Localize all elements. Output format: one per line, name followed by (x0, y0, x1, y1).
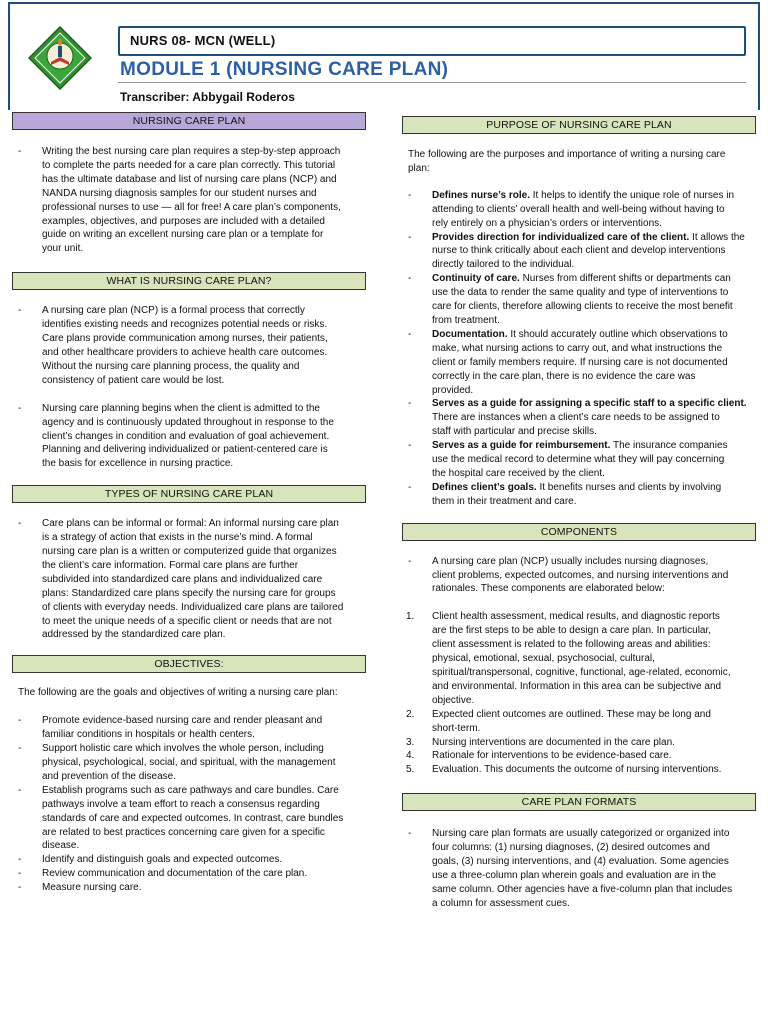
list-item: - A nursing care plan (NCP) usually includes nursing diagnoses, (408, 555, 709, 567)
title-divider (118, 82, 746, 83)
school-seal-icon (28, 26, 92, 90)
list-item: - Nursing care plan formats are usually categorized or organized into (408, 828, 730, 840)
list-item: - Measure nursing care. (18, 882, 142, 894)
objectives-intro: The following are the goals and objectives of writing a nursing care plan: (18, 687, 338, 699)
numbered-item: 5. Evaluation. This documents the outcome of nursing interventions. (406, 764, 722, 776)
list-item: - A nursing care plan (NCP) is a formal process that correctly (18, 305, 305, 317)
list-item: - Review communication and documentation of the care plan. (18, 868, 308, 880)
list-item: - Provides direction for individualized care of the client. It allows the (408, 231, 745, 243)
list-item-cont: to complete the parts needed for a care plan correctly. This tutorial (42, 159, 336, 171)
numbered-item: 3. Nursing interventions are documented in the care plan. (406, 736, 675, 748)
section-heading-nursing-care-plan: NURSING CARE PLAN (12, 112, 366, 130)
section-purpose: The following are the purposes and importance of writing a nursing care plan: - Defines nurse’s role. It helps to identify the unique role of nurses in attending to clients’ overall health and well-being without having to rely entirely on a physician’s orders or interventions. - Provides direction for individualized care of the client. It allows the nurse to think critically about each client and develop interventions directly tailored to the individual. - Continuity of care. Nurses from different shifts or departments can use the data to render the same quality and type of interventions to care for clients, therefore allowing clients to receive the most benefit from treatment. - Documentation. It should accurately outline which observations to make, what nursing actions to carry out, and what instructions the client or family members require. If nursing care is not documented correctly in the care plan, there is no evidence the care was provided. - Serves as a guide for assigning a specific staff to a specific client. There are instances when a client’s care needs to be assigned to staff with particular and precise skills. - Serves as a guide for reimbursement. The insurance companies use the medical record to determine what they will pay concerning the hospital care received by the client. - Defines client’s goals. It benefits nurses and clients by involving them in their treatment and care. (402, 148, 756, 509)
list-item: - Defines nurse’s role. It helps to identify the unique role of nurses in (408, 189, 735, 201)
list-item: - Support holistic care which involves the whole person, including (18, 743, 324, 755)
section-heading-objectives: OBJECTIVES: (12, 655, 366, 673)
section-heading-types: TYPES OF NURSING CARE PLAN (12, 485, 366, 503)
list-item: - Promote evidence-based nursing care and render pleasant and (18, 715, 323, 727)
transcriber-label: Transcriber: Abbygail Roderos (120, 90, 295, 104)
list-item: - Serves as a guide for reimbursement. The insurance companies (408, 440, 728, 452)
section-nursing-care-plan: - Writing the best nursing care plan requires a step-by-step approach to complete the parts needed for a care plan correctly. This tutorial has the ultimate database and list of nursing care plans (NCP) and NANDA nursing diagnosis samples for our student nurses and professional nurses to use — all for free! A care plan’s components, examples, objectives, and purposes are included with a detailed guide on writing an excellent nursing care plan or a template for your unit. (12, 145, 366, 256)
left-column (12, 112, 366, 895)
module-title: MODULE 1 (NURSING CARE PLAN) (120, 59, 449, 80)
list-item: - Establish programs such as care pathways and care bundles. Care (18, 784, 339, 796)
list-item: - Writing the best nursing care plan requires a step-by-step approach (18, 146, 341, 157)
numbered-item: 4. Rationale for interventions to be evidence-based care. (406, 750, 672, 762)
section-heading-formats: CARE PLAN FORMATS (402, 793, 756, 811)
section-heading-components: COMPONENTS (402, 523, 756, 541)
list-item: - Nursing care planning begins when the client is admitted to the (18, 402, 320, 414)
section-heading-purpose: PURPOSE OF NURSING CARE PLAN (402, 116, 756, 134)
list-item: - Defines client’s goals. It benefits nurses and clients by involving (408, 481, 722, 493)
list-item: - Care plans can be informal or formal: An informal nursing care plan (18, 518, 339, 530)
section-components: - A nursing care plan (NCP) usually includes nursing diagnoses, client problems, expected outcomes, and nursing interventions and rationales. These components are elaborated below: 1. Client health assessment, medical results, and diagnostic reports are the first steps to be able to design a care plan. In particular, client assessment is related to the following areas and abilities: physical, emotional, sexual, psychosocial, cultural, spiritual/transpersonal, cognitive, functional, age-related, economic, and environmental. Information in this area can be subjective and objective. 2. Expected client outcomes are outlined. These may be long and short-term. 3. Nursing interventions are documented in the care plan. 4. Rationale for interventions to be evidence-based care. 5. Evaluation. This documents the outcome of nursing interventions. (402, 555, 756, 778)
list-item: - Continuity of care. Nurses from different shifts or departments can (408, 273, 731, 285)
section-formats: - Nursing care plan formats are usually categorized or organized into four columns: (1) nursing diagnoses, (2) desired outcomes and goals, (3) nursing interventions, and (4) evaluation. Some agencies use a three-column plan wherein goals and evaluation are in the same column. Other agencies have a five-column plan that includes a column for assessment cues. (402, 827, 756, 910)
section-what-is: - A nursing care plan (NCP) is a formal process that correctly identifies existing needs and recognizes potential needs or risks. Care plans provide communication among nurses, their patients, and other healthcare providers to achieve health care outcomes. Without the nursing care planning process, the quality and consistency of patient care would be lost. - Nursing care planning begins when the client is admitted to the agency and is continuously updated throughout in response to the client’s changes in condition and evaluation of goal achievement. Planning and delivering individualized or patient-centered care is the basis for excellence in nursing practice. (12, 304, 366, 471)
numbered-item: 2. Expected client outcomes are outlined. These may be long and (406, 708, 711, 720)
list-item: - Identify and distinguish goals and expected outcomes. (18, 854, 283, 866)
section-types: - Care plans can be informal or formal: An informal nursing care plan is a strategy of action that exists in the nurse’s mind. A formal nursing care plan is a written or computerized guide that organizes the client’s care information. Formal care plans are further subdivided into standardized care plans and individualized care plans: Standardized care plans specify the nursing care for groups of clients with everyday needs. Individualized care plans are tailored to meet the unique needs of a specific client or needs that are not addressed by the standardized care plan. (12, 517, 366, 642)
section-objectives: The following are the goals and objectives of writing a nursing care plan: - Promote evidence-based nursing care and render pleasant and familiar conditions in hospitals or health centers. - Support holistic care which involves the whole person, including physical, psychological, social, and spiritual, with the management and prevention of the disease. - Establish programs such as care pathways and care bundles. Care pathways involve a team effort to reach a consensus regarding standards of care and expected outcomes. In contrast, care bundles are related to best practices concerning care given for a specific disease. - Identify and distinguish goals and expected outcomes. - Review communication and documentation of the care plan. - Measure nursing care. (12, 686, 366, 895)
course-code-box: NURS 08- MCN (WELL) (118, 26, 746, 56)
section-heading-what-is: WHAT IS NURSING CARE PLAN? (12, 272, 366, 290)
list-item: - Serves as a guide for assigning a specific staff to a specific client. (408, 398, 747, 410)
numbered-item: 1. Client health assessment, medical results, and diagnostic reports (406, 611, 720, 623)
right-column (402, 112, 756, 911)
list-item: - Documentation. It should accurately outline which observations to (408, 328, 728, 340)
